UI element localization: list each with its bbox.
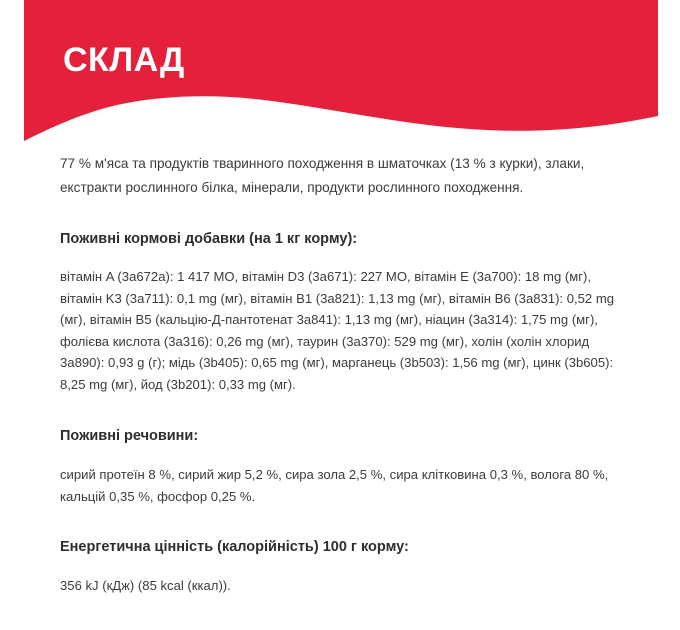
intro-paragraph: 77 % м'яса та продуктів тваринного походження в шматочках (13 % з курки), злаки, екстракти рослинного білка, мінерали, продукти рослинного походження. xyxy=(60,156,585,195)
section-body-additives: вітамін A (3a672a): 1 417 МО, вітамін D3 (3a671): 227 МО, вітамін E (3a700): 18 mg (мг), вітамін K3 (3a711): 0,1 mg (мг), вітамін B1 (3a821): 1,13 mg (мг), вітамін B6 (3a831): 0,52 mg (мг), вітамін B5 (кальцію-Д-пантотенат 3a841): 1,13 mg (мг), ніацин (3a314): 1,75 mg (мг), фолієва кислота (3a316): 0,26 mg (мг), таурин (3a370): 529 mg (мг), холін (холін хлорид 3a890): 0,93 g (г); мідь (3b405): 0,65 mg (мг), марганець (3b503): 1,56 mg (мг), цинк (3b605): 8,25 mg (мг), йод (3b201): 0,33 mg (мг). xyxy=(60,269,615,392)
section-body-nutrients: сирий протеїн 8 %, сирий жир 5,2 %, сира зола 2,5 %, сира клітковина 0,3 %, волога 80 %, кальцій 0,35 %, фосфор 0,25 %. xyxy=(60,467,609,504)
header-banner xyxy=(0,0,680,150)
composition-content xyxy=(60,152,626,597)
section-heading-nutrients: Поживні речовини: xyxy=(60,428,199,444)
page-title: СКЛАД xyxy=(63,41,185,79)
section-additives xyxy=(60,228,626,395)
section-heading-additives: Поживні кормові добавки (на 1 кг корму): xyxy=(60,231,358,247)
section-heading-energy: Енергетична цінність (калорійність) 100 г корму: xyxy=(60,539,409,555)
section-body-energy: 356 kJ (кДж) (85 kcal (ккал)). xyxy=(60,578,231,593)
section-nutrients xyxy=(60,425,626,507)
section-energy xyxy=(60,536,626,597)
